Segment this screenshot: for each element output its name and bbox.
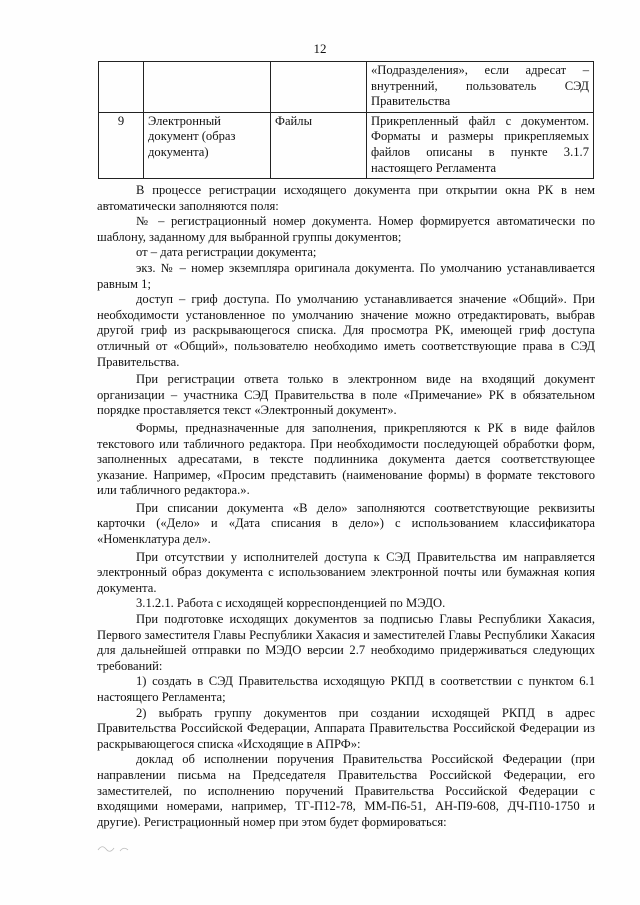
list-item: 1) создать в СЭД Правительства исходящую РКПД в соответствии с пунктом 6.1 настоящего Регламента; (97, 674, 595, 704)
paragraph: Формы, предназначенные для заполнения, прикрепляются к РК в виде файлов текстового или табличного редактора. При необходимости последующей обработки форм, заполненных адресатами, в тексте подлинника документа дается соответствующее указание. Например, «Просим представить (наименование формы) в формате текстового или табличного редактора.». (97, 420, 595, 498)
section-heading: 3.1.2.1. Работа с исходящей корреспонденцией по МЭДО. (136, 596, 446, 611)
paragraph: При регистрации ответа только в электронном виде на входящий документ организации – участника СЭД Правительства в поле «Примечание» РК в обязательном порядке проставляется текст «Электронный документ». (97, 372, 595, 418)
paragraph: № – регистрационный номер документа. Номер формируется автоматически по шаблону, заданному для выбранной группы документов; (97, 214, 595, 244)
paragraph: При списании документа «В дело» заполняются соответствующие реквизиты карточки («Дело» и «Дата списания в дело») с использованием классификатора «Номенклатура дел». (97, 500, 595, 547)
paragraph: экз. № – номер экземпляра оригинала документа. По умолчанию устанавливается равным 1; (97, 260, 595, 291)
table-cell-field-type: Файлы (271, 112, 367, 178)
table-cell-description: «Подразделения», если адресат – внутренний, пользователь СЭД Правительства (367, 62, 594, 113)
paragraph: При подготовке исходящих документов за подписью Главы Республики Хакасия, Первого заместителя Главы Республики Хакасия и заместителей Главы Республики Хакасия для дальнейшей отправки по МЭДО версии 2.7 необходимо придерживаться следующих требований: (97, 612, 595, 673)
paragraph: доступ – гриф доступа. По умолчанию устанавливается значение «Общий». При необходимости установленное по умолчанию значение можно отредактировать, выбрав другой гриф из раскрывающегося списка. Для просмотра РК, имеющей гриф доступа отличный от «Общий», пользователю необходимо иметь соответствующие права в СЭД Правительства. (97, 292, 595, 369)
paragraph: При отсутствии у исполнителей доступа к СЭД Правительства им направляется электронный образ документа с использованием электронной почты или бумажная копия документа. (97, 549, 595, 595)
page-number: 12 (313, 41, 327, 56)
document-table (98, 61, 594, 179)
list-item: 2) выбрать группу документов при создании исходящей РКПД в адрес Правительства Российской Федерации, Аппарата Правительства Российской Федерации из раскрывающегося списка «Исходящие в АПРФ»: (97, 705, 595, 751)
document-body (97, 183, 595, 830)
table-cell-field-type (271, 62, 367, 113)
table-row (99, 112, 594, 178)
table-row (99, 62, 594, 113)
table-cell-field-name (144, 62, 271, 113)
table-cell-description: Прикрепленный файл с документом. Форматы и размеры прикрепляемых файлов описаны в пункте 3.1.7 настоящего Регламента (367, 112, 594, 178)
paragraph: В процессе регистрации исходящего документа при открытии окна РК в нем автоматически заполняются поля: (97, 183, 595, 213)
scan-artifact-mark (96, 842, 146, 854)
table-cell-number (99, 62, 144, 113)
paragraph: от – дата регистрации документа; (136, 245, 317, 260)
table-cell-field-name: Электронный документ (образ документа) (144, 112, 271, 178)
paragraph: доклад об исполнении поручения Правительства Российской Федерации (при направлении письма на Председателя Правительства Российской Федерации, его заместителей, по исполнению поручений Правительства Российской Федерации с входящими номерами, например, ТГ-П12-78, ММ-П6-51, АН-П9-608, ДЧ-П10-1750 и другие). Регистрационный номер при этом будет формироваться: (97, 752, 595, 829)
table-cell-number: 9 (99, 112, 144, 178)
